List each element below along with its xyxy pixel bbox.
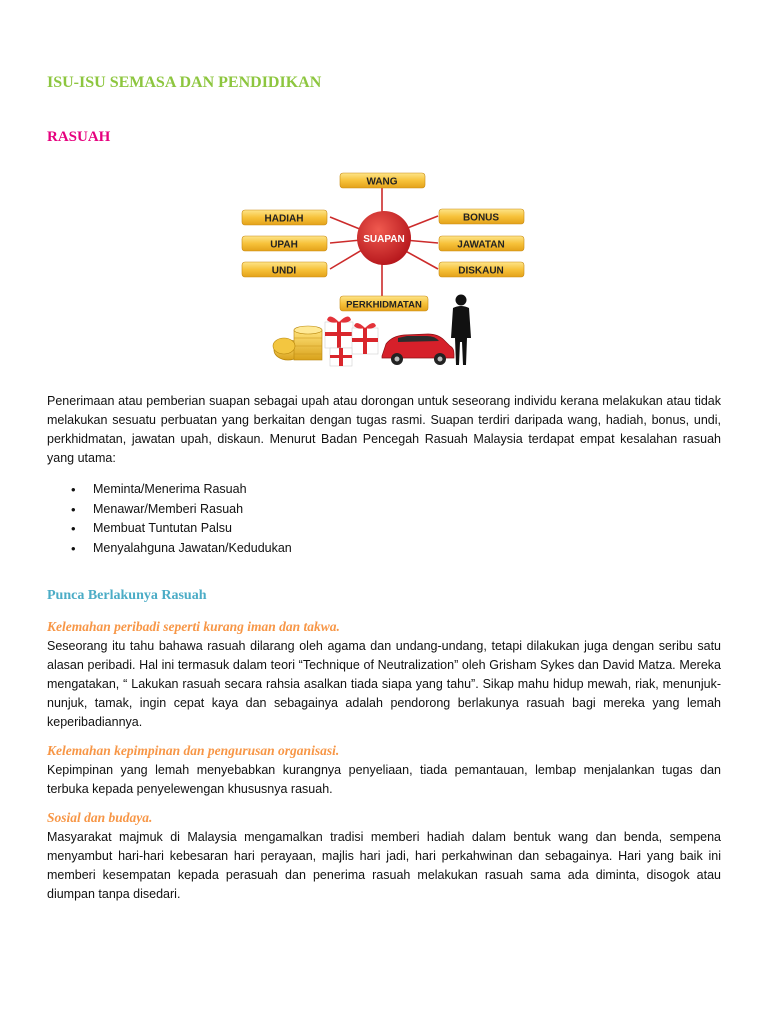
label-bonus: [439, 209, 524, 224]
cause-paragraph-1: Seseorang itu tahu bahawa rasuah dilarang oleh agama dan undang-undang, tetapi dilakukan juga dengan seribu satu alasan peribadi. Hal ini termasuk dalam teori “Technique of Neutralization” oleh Grisham Sykes dan David Matza. Mereka mengatakan, “ Lakukan rasuah secara rahsia asalkan tiada siapa yang tahu”. Sikap mahu hidup mewah, riak, menunjuk-nunjuk, tamak, ingin cepat kaya dan sebagainya adalah pendorong berlakunya rasuah bagi mereka yang lemah keperibadiannya.: [47, 639, 721, 729]
label-upah-text: UPAH: [270, 239, 298, 251]
label-perkhidmatan: [340, 296, 428, 311]
intro-paragraph: Penerimaan atau pemberian suapan sebagai upah atau dorongan untuk seseorang individu kerana melakukan atau tidak melakukan sesuatu perbuatan yang berkaitan dengan tugas rasmi. Suapan terdiri daripada wang, hadiah, bonus, undi, perkhidmatan, jawatan upah, diskaun. Menurut Badan Pencegah Rasuah Malaysia terdapat empat kesalahan rasuah yang utama:: [47, 394, 721, 465]
cause-paragraph-2: Kepimpinan yang lemah menyebabkan kurangnya penyeliaan, tiada pemantauan, lembap menjalankan tugas dan terbuka kepada penyelewengan khususnya rasuah.: [47, 763, 721, 796]
list-item: • Membuat Tuntutan Palsu: [47, 519, 292, 539]
red-car-icon: [382, 334, 454, 365]
gift-boxes-icon: [325, 316, 378, 366]
label-perkhidmatan-text: PERKHIDMATAN: [346, 299, 422, 311]
label-upah: [242, 236, 327, 251]
label-diskaun: [439, 262, 524, 277]
gold-coins-icon: [273, 326, 322, 360]
list-item: • Menyalahguna Jawatan/Kedudukan: [47, 539, 292, 559]
label-diskaun-text: DISKAUN: [458, 265, 504, 277]
section-title: RASUAH: [47, 129, 111, 145]
offence-list: [47, 480, 292, 558]
cause-heading-2: Kelemahan kepimpinan dan pengurusan organisasi.: [47, 743, 340, 758]
center-label: SUAPAN: [363, 234, 405, 245]
label-bonus-text: BONUS: [462, 212, 500, 224]
list-item: • Meminta/Menerima Rasuah: [47, 480, 292, 500]
causes-heading: Punca Berlakunya Rasuah: [47, 588, 207, 603]
list-item: • Menawar/Memberi Rasuah: [47, 500, 292, 520]
label-undi: [242, 262, 327, 277]
label-jawatan: [439, 236, 524, 251]
cause-heading-3: Sosial dan budaya.: [47, 810, 153, 825]
center-node: [357, 211, 411, 265]
document-title: ISU-ISU SEMASA DAN PENDIDIKAN: [47, 74, 322, 91]
label-wang: [340, 173, 425, 188]
suapan-diagram: [232, 160, 532, 375]
label-wang-text: WANG: [366, 176, 398, 188]
label-hadiah-text: HADIAH: [264, 213, 304, 225]
label-jawatan-text: JAWATAN: [457, 239, 505, 251]
cause-heading-1: Kelemahan peribadi seperti kurang iman dan takwa.: [47, 619, 340, 634]
label-undi-text: UNDI: [271, 265, 297, 277]
cause-paragraph-3: Masyarakat majmuk di Malaysia mengamalkan tradisi memberi hadiah dalam bentuk wang dan benda, sempena menyambut hari-hari kebesaran hari perayaan, majlis hari jadi, hari perkahwinan dan sebagainya. Hari yang baik ini memberi kesempatan kepada perasuah dan penerima rasuah melakukan rasuah sama ada diminta, disogok atau diumpan tanpa disedari.: [47, 830, 721, 901]
label-hadiah: [242, 210, 327, 225]
